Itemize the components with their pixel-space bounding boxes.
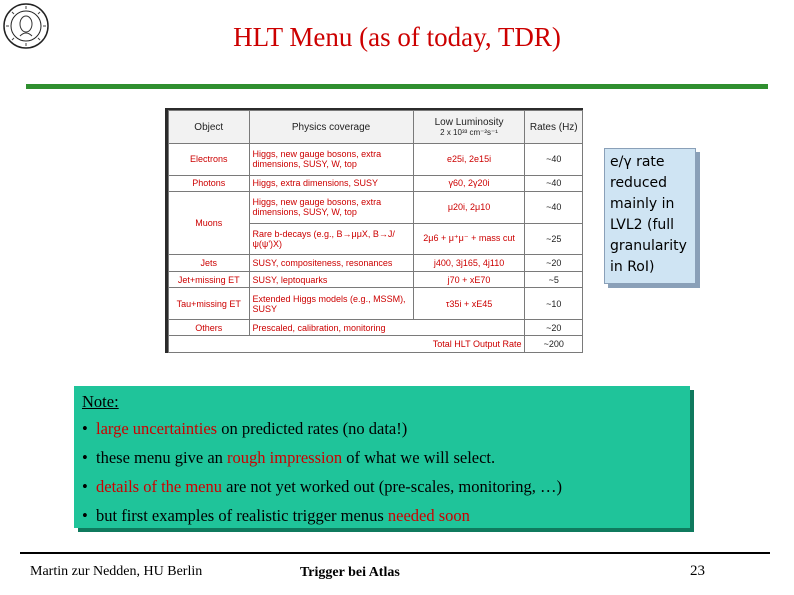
header-object: Object — [169, 111, 250, 144]
page-number: 23 — [690, 563, 705, 579]
header-low-luminosity-label: Low Luminosity — [434, 117, 504, 128]
bullet-text: on predicted rates (no data!) — [217, 419, 408, 438]
egamma-callout: e/γ rate reduced mainly in LVL2 (full granularity in RoI) — [604, 148, 696, 284]
table-row — [169, 192, 583, 224]
total-rate: ~200 — [525, 336, 583, 353]
cell-object: Jets — [169, 255, 250, 272]
bullet-text: but first examples of realistic trigger menus — [96, 506, 388, 525]
title-divider — [26, 84, 768, 89]
note-bullet — [82, 501, 682, 530]
cell-trigger: j70 + xE70 — [413, 271, 525, 288]
cell-trigger: 2μ6 + μ⁺μ⁻ + mass cut — [413, 223, 525, 255]
cell-physics: Extended Higgs models (e.g., MSSM), SUSY — [249, 288, 413, 320]
cell-trigger: e25i, 2e15i — [413, 144, 525, 176]
slide-title: HLT Menu (as of today, TDR) — [233, 22, 561, 52]
table-total-row — [169, 336, 583, 353]
cell-rate: ~40 — [525, 192, 583, 224]
cell-rate: ~10 — [525, 288, 583, 320]
cell-physics: Higgs, new gauge bosons, extra dimensions, SUSY, W, top — [249, 192, 413, 224]
cell-object: Others — [169, 319, 250, 336]
cell-object: Tau+missing ET — [169, 288, 250, 320]
footer-author: Martin zur Nedden, HU Berlin — [30, 564, 203, 579]
table-row — [169, 144, 583, 176]
table-row — [169, 255, 583, 272]
cell-physics: Higgs, new gauge bosons, extra dimensions, SUSY, W, top — [249, 144, 413, 176]
bullet-icon: • — [82, 477, 88, 496]
cell-trigger: τ35i + xE45 — [413, 288, 525, 320]
cell-object: Electrons — [169, 144, 250, 176]
header-rates: Rates (Hz) — [525, 111, 583, 144]
cell-object: Photons — [169, 175, 250, 192]
bullet-highlight: needed soon — [387, 506, 470, 525]
cell-physics: Higgs, extra dimensions, SUSY — [249, 175, 413, 192]
bullet-icon: • — [82, 506, 88, 525]
header-physics: Physics coverage — [249, 111, 413, 144]
cell-physics: SUSY, leptoquarks — [249, 271, 413, 288]
note-bullet — [82, 443, 682, 472]
bullet-highlight: details of the menu — [96, 477, 223, 496]
cell-physics: SUSY, compositeness, resonances — [249, 255, 413, 272]
hlt-menu-table — [165, 108, 583, 353]
header-low-luminosity — [413, 111, 525, 144]
note-bullet — [82, 414, 682, 443]
cell-rate: ~40 — [525, 175, 583, 192]
note-list — [82, 414, 682, 530]
bullet-text: of what we will select. — [342, 448, 496, 467]
cell-rate: ~20 — [525, 255, 583, 272]
table-row — [169, 175, 583, 192]
cell-rate: ~5 — [525, 271, 583, 288]
bullet-text: are not yet worked out (pre-scales, monitoring, …) — [222, 477, 562, 496]
footer-divider — [20, 552, 770, 554]
cell-trigger: j400, 3j165, 4j110 — [413, 255, 525, 272]
bullet-icon: • — [82, 448, 88, 467]
cell-rate: ~20 — [525, 319, 583, 336]
cell-trigger: γ60, 2γ20i — [413, 175, 525, 192]
note-box — [74, 386, 690, 528]
cell-object: Jet+missing ET — [169, 271, 250, 288]
cell-rate: ~25 — [525, 223, 583, 255]
cell-physics: Rare b-decays (e.g., B→μμX, B→J/ψ(ψ')X) — [249, 223, 413, 255]
header-low-luminosity-sub: 2 x 10³³ cm⁻²s⁻¹ — [440, 128, 498, 137]
cell-object: Muons — [169, 192, 250, 255]
footer-talk-title: Trigger bei Atlas — [300, 565, 400, 580]
table-row — [169, 288, 583, 320]
total-label: Total HLT Output Rate — [169, 336, 525, 353]
bullet-highlight: large uncertainties — [96, 419, 218, 438]
note-heading: Note: — [82, 392, 119, 411]
cell-trigger: μ20i, 2μ10 — [413, 192, 525, 224]
bullet-icon: • — [82, 419, 88, 438]
cell-rate: ~40 — [525, 144, 583, 176]
bullet-text: these menu give an — [96, 448, 228, 467]
cell-physics: Prescaled, calibration, monitoring — [249, 319, 525, 336]
table-row — [169, 319, 583, 336]
bullet-highlight: rough impression — [227, 448, 343, 467]
note-bullet — [82, 472, 682, 501]
table-row — [169, 271, 583, 288]
